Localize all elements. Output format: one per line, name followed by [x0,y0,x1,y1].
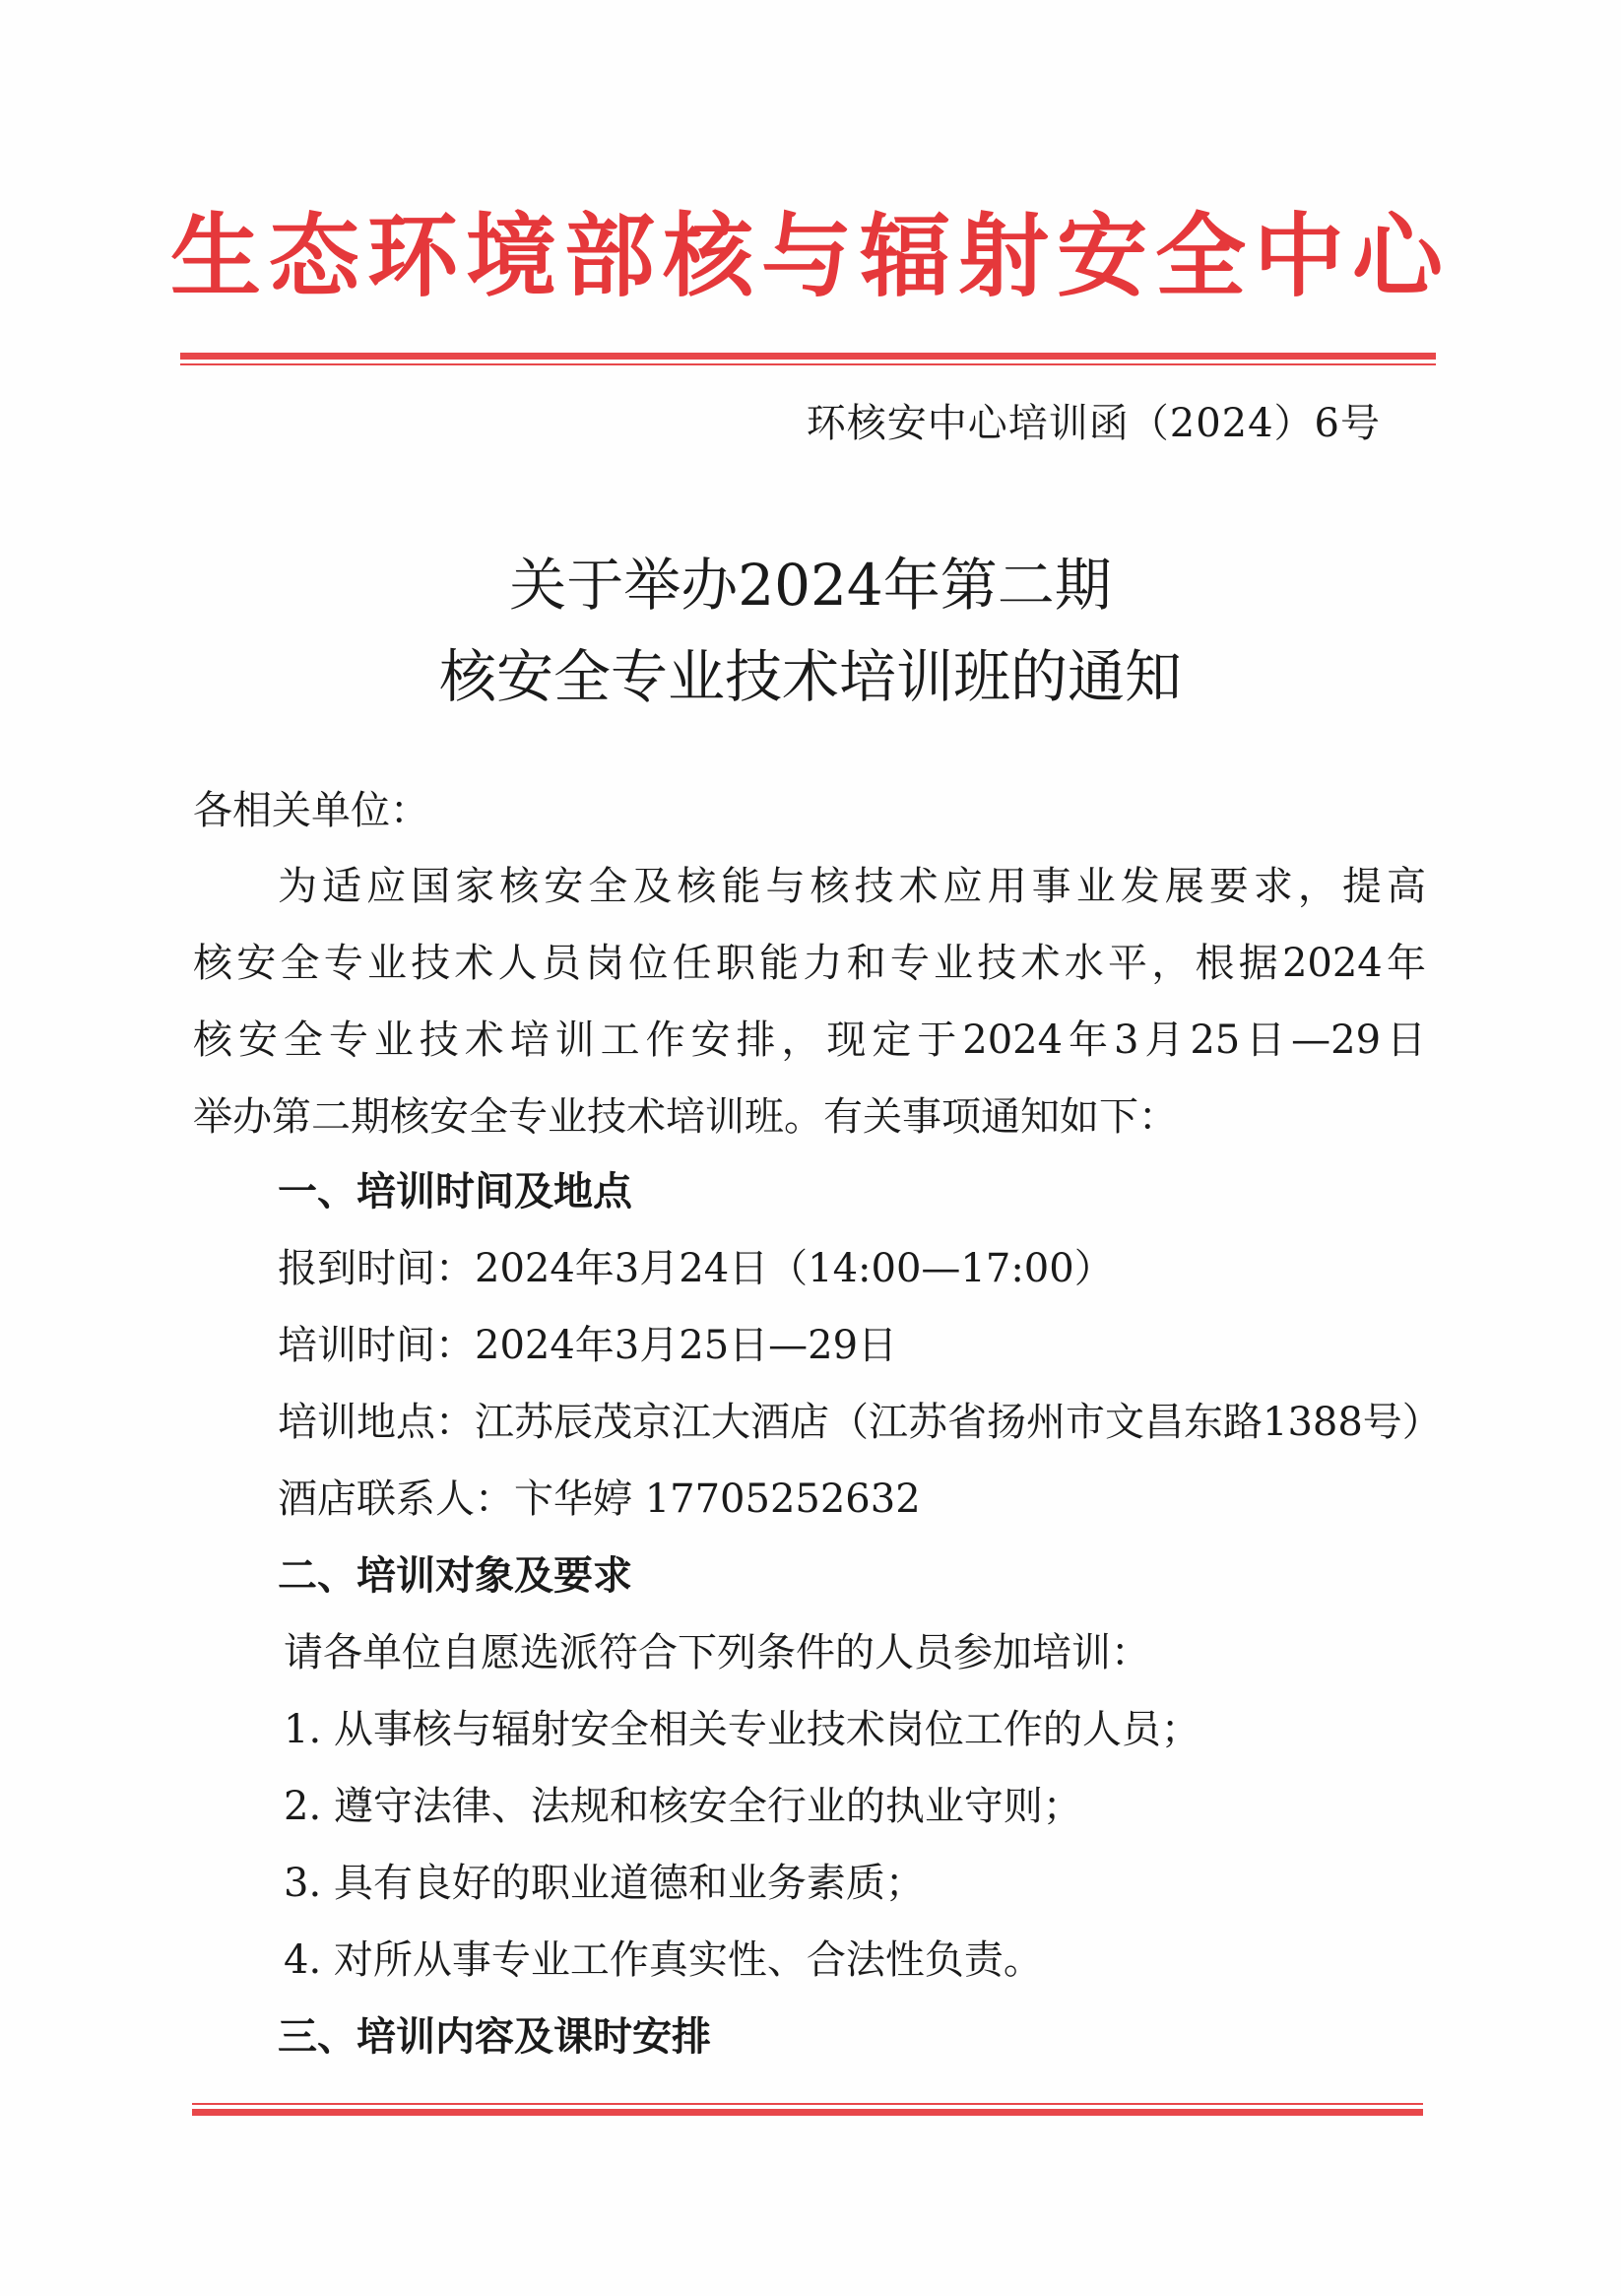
organization-header: 生态环境部核与辐射安全中心 [169,204,1451,309]
document-title [0,540,1621,723]
intro-line-4: 举办第二期核安全专业技术培训班。有关事项通知如下： [193,1094,1178,1140]
salutation: 各相关单位： [193,788,429,833]
section-3-heading: 三、培训内容及课时安排 [278,2014,711,2060]
requirement-item: 3. 具有良好的职业道德和业务素质； [284,1861,925,1906]
report-time: 报到时间：2024年3月24日（14:00—17:00） [278,1246,1114,1291]
title-line-1: 关于举办2024年第二期 [509,552,1112,619]
red-divider-bottom [192,2103,1423,2116]
intro-line-1: 为适应国家核安全及核能与核技术应用事业发展要求，提高 [278,864,1426,909]
red-divider-top [180,353,1436,365]
requirement-item: 4. 对所从事专业工作真实性、合法性负责。 [284,1937,1043,1983]
training-time: 培训时间：2024年3月25日—29日 [278,1323,898,1368]
section-2-heading: 二、培训对象及要求 [278,1553,632,1599]
hotel-contact: 酒店联系人：卞华婷 17705252632 [278,1476,921,1522]
section-2-lead: 请各单位自愿选派符合下列条件的人员参加培训： [284,1630,1150,1675]
requirement-item: 1. 从事核与辐射安全相关专业技术岗位工作的人员； [284,1707,1200,1752]
training-location: 培训地点：江苏辰茂京江大酒店（江苏省扬州市文昌东路1388号） [278,1400,1442,1445]
title-line-2: 核安全专业技术培训班的通知 [438,643,1182,710]
requirement-item: 2. 遵守法律、法规和核安全行业的执业守则； [284,1784,1082,1829]
intro-line-3: 核安全专业技术培训工作安排，现定于2024年3月25日—29日 [193,1017,1426,1063]
section-1-heading: 一、培训时间及地点 [278,1169,632,1214]
intro-line-2: 核安全专业技术人员岗位任职能力和专业技术水平，根据2024年 [193,941,1426,986]
document-number: 环核安中心培训函（2024）6号 [806,401,1381,446]
